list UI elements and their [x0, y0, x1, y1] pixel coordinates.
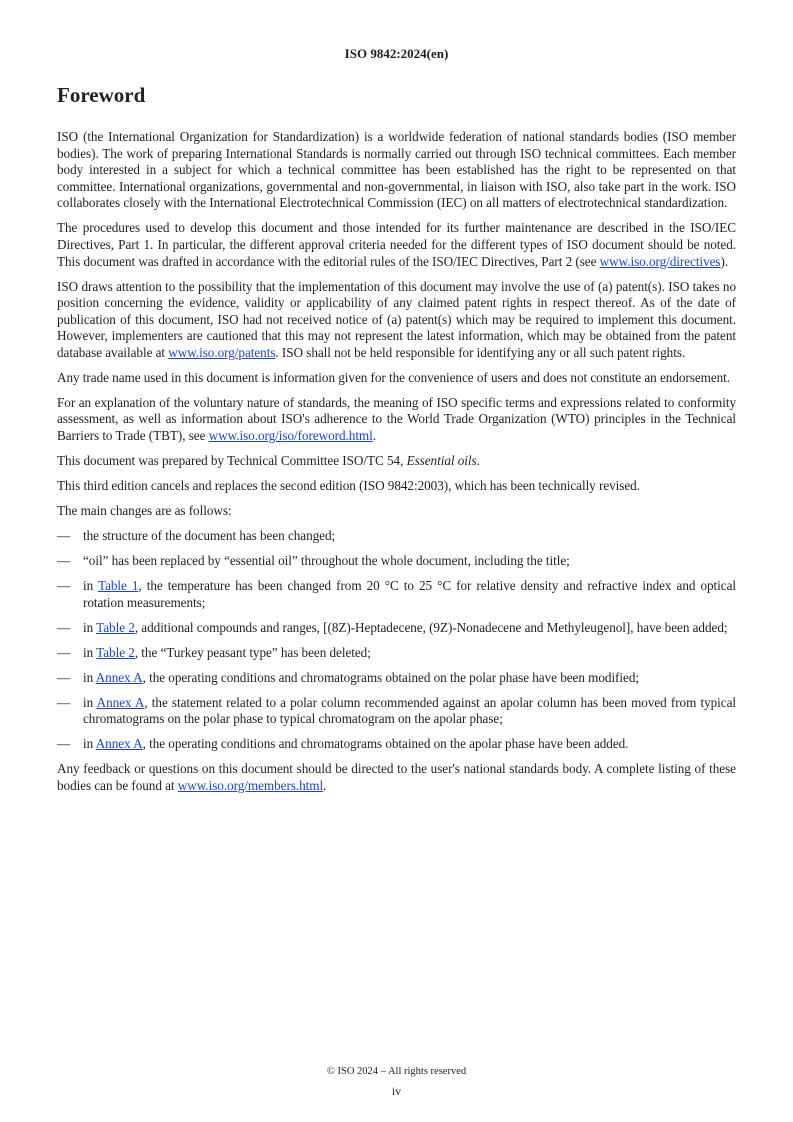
changes-list — [57, 528, 736, 753]
list-item — [57, 620, 736, 637]
text: , the statement related to a polar column recommended against an apolar column has been moved from typical chromatograms on the polar phase to typical chromatogram on the apolar phase; — [83, 694, 736, 727]
link-annex-a[interactable]: Annex A — [95, 669, 143, 685]
link-table-1[interactable]: Table 1 — [97, 577, 139, 593]
link-patents[interactable]: www.iso.org/patents — [168, 344, 276, 360]
text: For an explanation of the voluntary nature of standards, the meaning of ISO specific terms and expressions related to conformity assessment, as well as information about ISO's adherence to the World Trade Organization (WTO) principles in the Technical Barriers to Trade (TBT), see — [57, 394, 736, 444]
dash-bullet: — — [57, 694, 71, 710]
paragraph-main-changes-intro: The main changes are as follows: — [57, 503, 232, 519]
text: This document was prepared by Technical Committee ISO/TC 54, — [57, 453, 407, 469]
link-directives[interactable]: www.iso.org/directives — [599, 253, 721, 269]
text: in — [83, 644, 97, 660]
dash-bullet: — — [57, 552, 71, 568]
text: ISO draws attention to the possibility that the implementation of this document may involve the use of (a) patent(s). ISO takes no position concerning the evidence, validity or applicability of any claimed patent rights in respect thereof. As of the date of publication of this document, ISO had not received notice of (a) patent(s) which may be required to implement this document. However, implementers are cautioned that this may not represent the latest information, which may be obtained from the patent database available at — [57, 278, 736, 360]
text: . — [323, 777, 327, 793]
text: , the operating conditions and chromatograms obtained on the apolar phase have been added. — [142, 736, 629, 752]
link-annex-a[interactable]: Annex A — [96, 694, 145, 710]
dash-bullet: — — [57, 736, 71, 752]
dash-bullet: — — [57, 528, 71, 543]
text: in — [83, 694, 97, 710]
list-item — [57, 695, 736, 728]
link-table-2[interactable]: Table 2 — [96, 644, 135, 660]
list-item — [57, 578, 736, 611]
link-foreword[interactable]: www.iso.org/iso/foreword.html — [208, 428, 373, 444]
text: the structure of the document has been changed; — [83, 528, 336, 543]
text: . — [476, 453, 480, 469]
paragraph-trade-name: Any trade name used in this document is information given for the convenience of users and does not constitute an endorsement. — [57, 369, 731, 385]
page-title: Foreword — [57, 83, 146, 107]
text: “oil” has been replaced by “essential oil” throughout the whole document, including the title; — [83, 552, 570, 568]
paragraph-committee — [57, 453, 736, 470]
link-members[interactable]: www.iso.org/members.html — [177, 777, 324, 793]
dash-bullet: — — [57, 669, 71, 685]
list-item — [57, 528, 736, 545]
dash-bullet: — — [57, 644, 71, 660]
text: ). — [720, 253, 729, 269]
foreword-body — [57, 129, 736, 803]
paragraph-voluntary-nature — [57, 395, 736, 445]
text: in — [83, 736, 96, 752]
dash-bullet: — — [57, 619, 71, 635]
paragraph-iso-intro: ISO (the International Organization for Standardization) is a worldwide federation of national standards bodies (ISO member bodies). The work of preparing International Standards is normally carried out through ISO technical committees. Each member body interested in a subject for which a technical committee has been established has the right to be represented on that committee. International organizations, governmental and non-governmental, in liaison with ISO, also take part in the work. ISO collaborates closely with the International Electrotechnical Commission (IEC) on all matters of electrotechnical standardization. — [57, 129, 736, 211]
text: Any feedback or questions on this document should be directed to the user's national standards body. A complete listing of these bodies can be found at — [57, 761, 736, 793]
copyright-footer: © ISO 2024 – All rights reserved — [326, 1066, 467, 1077]
text: , the operating conditions and chromatograms obtained on the polar phase have been modified; — [142, 669, 639, 685]
text: . ISO shall not be held responsible for identifying any or all such patent rights. — [275, 344, 686, 360]
paragraph-feedback — [57, 761, 736, 794]
link-table-2[interactable]: Table 2 — [96, 619, 135, 635]
text: . — [372, 428, 377, 444]
document-header-id: ISO 9842:2024(en) — [344, 46, 449, 61]
list-item — [57, 645, 736, 662]
page-number: iv — [391, 1084, 402, 1098]
dash-bullet: — — [57, 577, 71, 593]
list-item — [57, 553, 736, 570]
list-item — [57, 736, 736, 753]
text: , additional compounds and ranges, [(8Z)-Heptadecene, (9Z)-Nonadecene and Methyleugenol], have been added; — [134, 619, 728, 635]
paragraph-patents — [57, 279, 736, 362]
text: , the “Turkey peasant type” has been deleted; — [134, 644, 371, 660]
text: in — [83, 619, 97, 635]
paragraph-procedures — [57, 220, 736, 270]
text: The procedures used to develop this document and those intended for its further maintenance are described in the ISO/IEC Directives, Part 1. In particular, the different approval criteria needed for the different types of ISO document should be noted. This document was drafted in accordance with the editorial rules of the ISO/IEC Directives, Part 2 (see — [57, 220, 736, 269]
committee-name: Essential oils — [406, 453, 477, 469]
paragraph-edition: This third edition cancels and replaces the second edition (ISO 9842:2003), which has been technically revised. — [57, 478, 640, 494]
text: in — [83, 577, 98, 593]
text: in — [83, 669, 96, 685]
list-item — [57, 670, 736, 687]
link-annex-a[interactable]: Annex A — [95, 736, 143, 752]
text: , the temperature has been changed from 20 °C to 25 °C for relative density and refractive index and optical rotation measurements; — [83, 577, 737, 610]
